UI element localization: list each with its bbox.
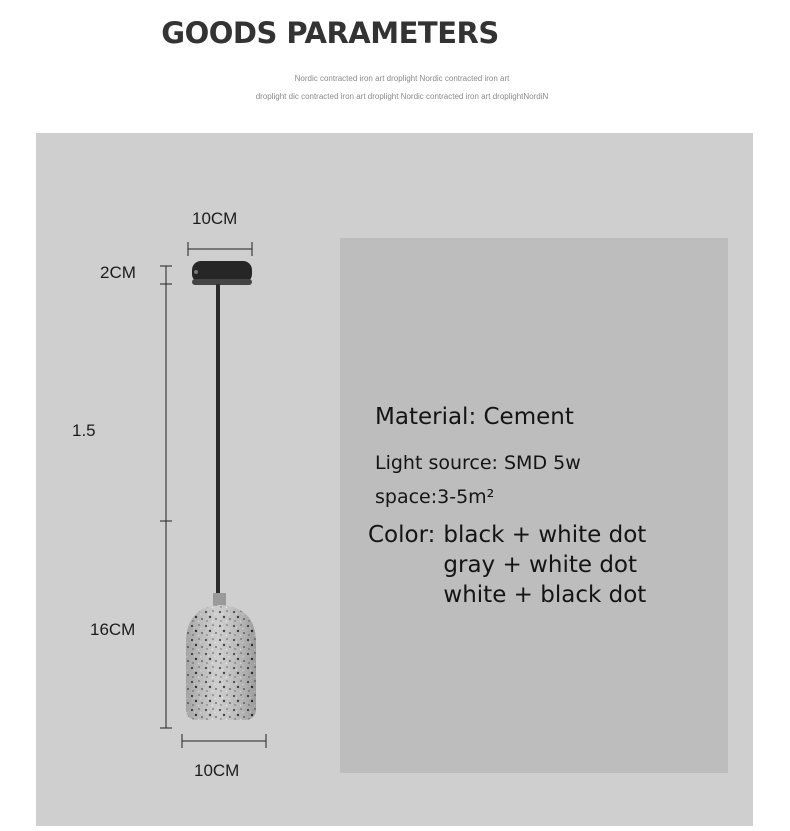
color-option: gray + white dot (443, 552, 638, 578)
page-title: GOODS PARAMETERS (161, 16, 499, 50)
lamp-dimension-diagram (36, 133, 336, 826)
canopy-height-label: 2CM (100, 263, 136, 282)
color-spec (368, 520, 646, 610)
material-spec: Material: Cement (375, 404, 574, 430)
bottom-width-label: 10CM (194, 761, 240, 780)
space-spec: space:3-5m² (375, 486, 495, 508)
color-option: white + black dot (443, 582, 647, 608)
color-options (443, 520, 646, 610)
ceiling-canopy (192, 261, 252, 285)
top-width-dimension-line (188, 242, 252, 256)
specs-card (340, 238, 728, 773)
cord-length-label: 1.5 (72, 421, 96, 440)
cement-shade (186, 605, 256, 720)
color-label: Color: (368, 522, 436, 548)
product-panel (36, 133, 753, 826)
subtitle-line-1: Nordic contracted iron art droplight Nordic contracted iron art (294, 74, 510, 83)
shade-height-label: 16CM (90, 620, 136, 639)
top-width-label: 10CM (192, 209, 238, 228)
lamp-holder (213, 593, 226, 607)
light-source-spec: Light source: SMD 5w (375, 452, 581, 474)
bottom-width-dimension-line (182, 734, 266, 748)
height-dimension-line (160, 266, 172, 728)
color-option: black + white dot (443, 522, 647, 548)
subtitle-line-2: droplight dic contracted iron art droplight Nordic contracted iron art droplightNordiN (255, 92, 549, 101)
